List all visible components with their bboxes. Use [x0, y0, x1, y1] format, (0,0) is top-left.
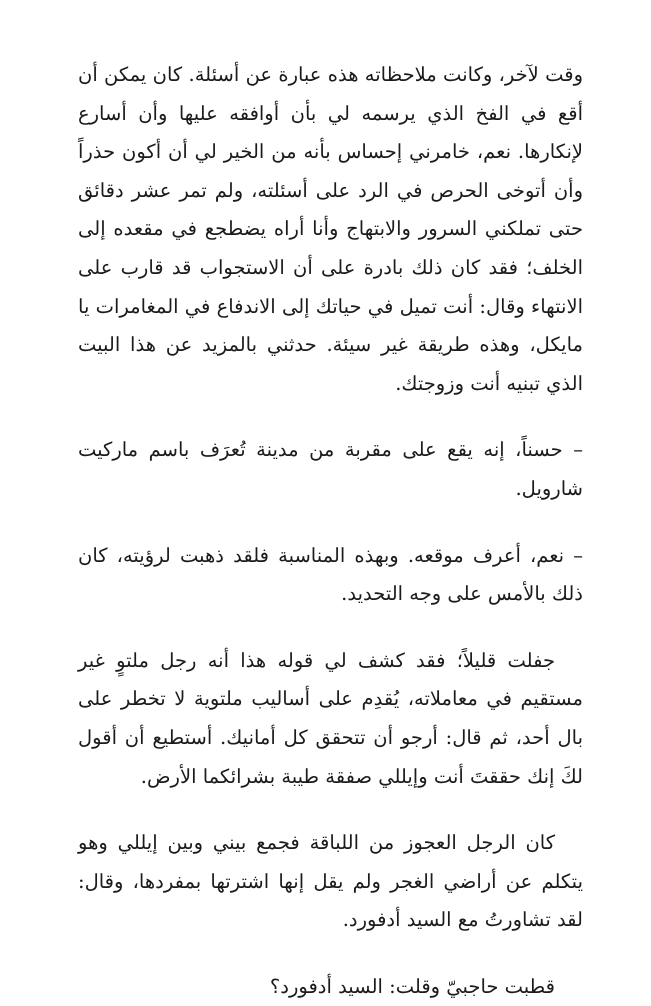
paragraph-dialogue-2: – نعم، أعرف موقعه. وبهذه المناسبة فلقد ذهبت لرؤيته، كان ذلك بالأمس على وجه التحديد.: [78, 543, 583, 606]
paragraph-narration-2: جفلت قليلاً؛ فقد كشف لي قوله هذا أنه رجل ملتوٍ غير مستقيم في معاملاته، يُقدِم على أساليب ملتوية لا تخطر على بال أحد، ثم قال: أرجو أن تتحقق كل أمانيك. أستطيع أن أقول لكَ إنك حققتَ أنت وإيللي صفقة طيبة بشرائكما الأرض.: [78, 648, 583, 788]
paragraph-dialogue-1: – حسناً، إنه يقع على مقربة من مدينة تُعرَف باسم ماركيت شارويل.: [78, 438, 583, 500]
paragraph-narration-3: كان الرجل العجوز من اللباقة فجمع بيني وبين إيللي وهو يتكلم عن أراضي الغجر ولم يقل إنها اشترتها بمفردها، وقال: لقد تشاورتُ مع السيد أدفورد.: [78, 831, 583, 932]
paragraph-narration-1: وقت لآخر، وكانت ملاحظاته هذه عبارة عن أسئلة. كان يمكن أن أقع في الفخ الذي يرسمه لي بأن أوافقه عليها وأن أسارع لإنكارها. نعم، خامرني إحساس بأنه من الخير لي أن أكون حذراً وأن أتوخى الحرص في الرد على أسئلته، ولم تمر عشر دقائق حتى تملكني السرور والابتهاج وأنا أراه يضطجع في مقعده إلى الخلف؛ فقد كان ذلك بادرة على أن الاستجواب قد قارب على الانتهاء وقال: أنت تميل في حياتك إلى الاندفاع في المغامرات يا مايكل، وهذه طريقة غير سيئة. حدثني بالمزيد عن هذا البيت الذي تبنيه أنت وزوجتك.: [78, 63, 583, 395]
paragraph-narration-4: قطبت حاجبيّ وقلت: السيد أدفورد؟: [269, 974, 555, 998]
